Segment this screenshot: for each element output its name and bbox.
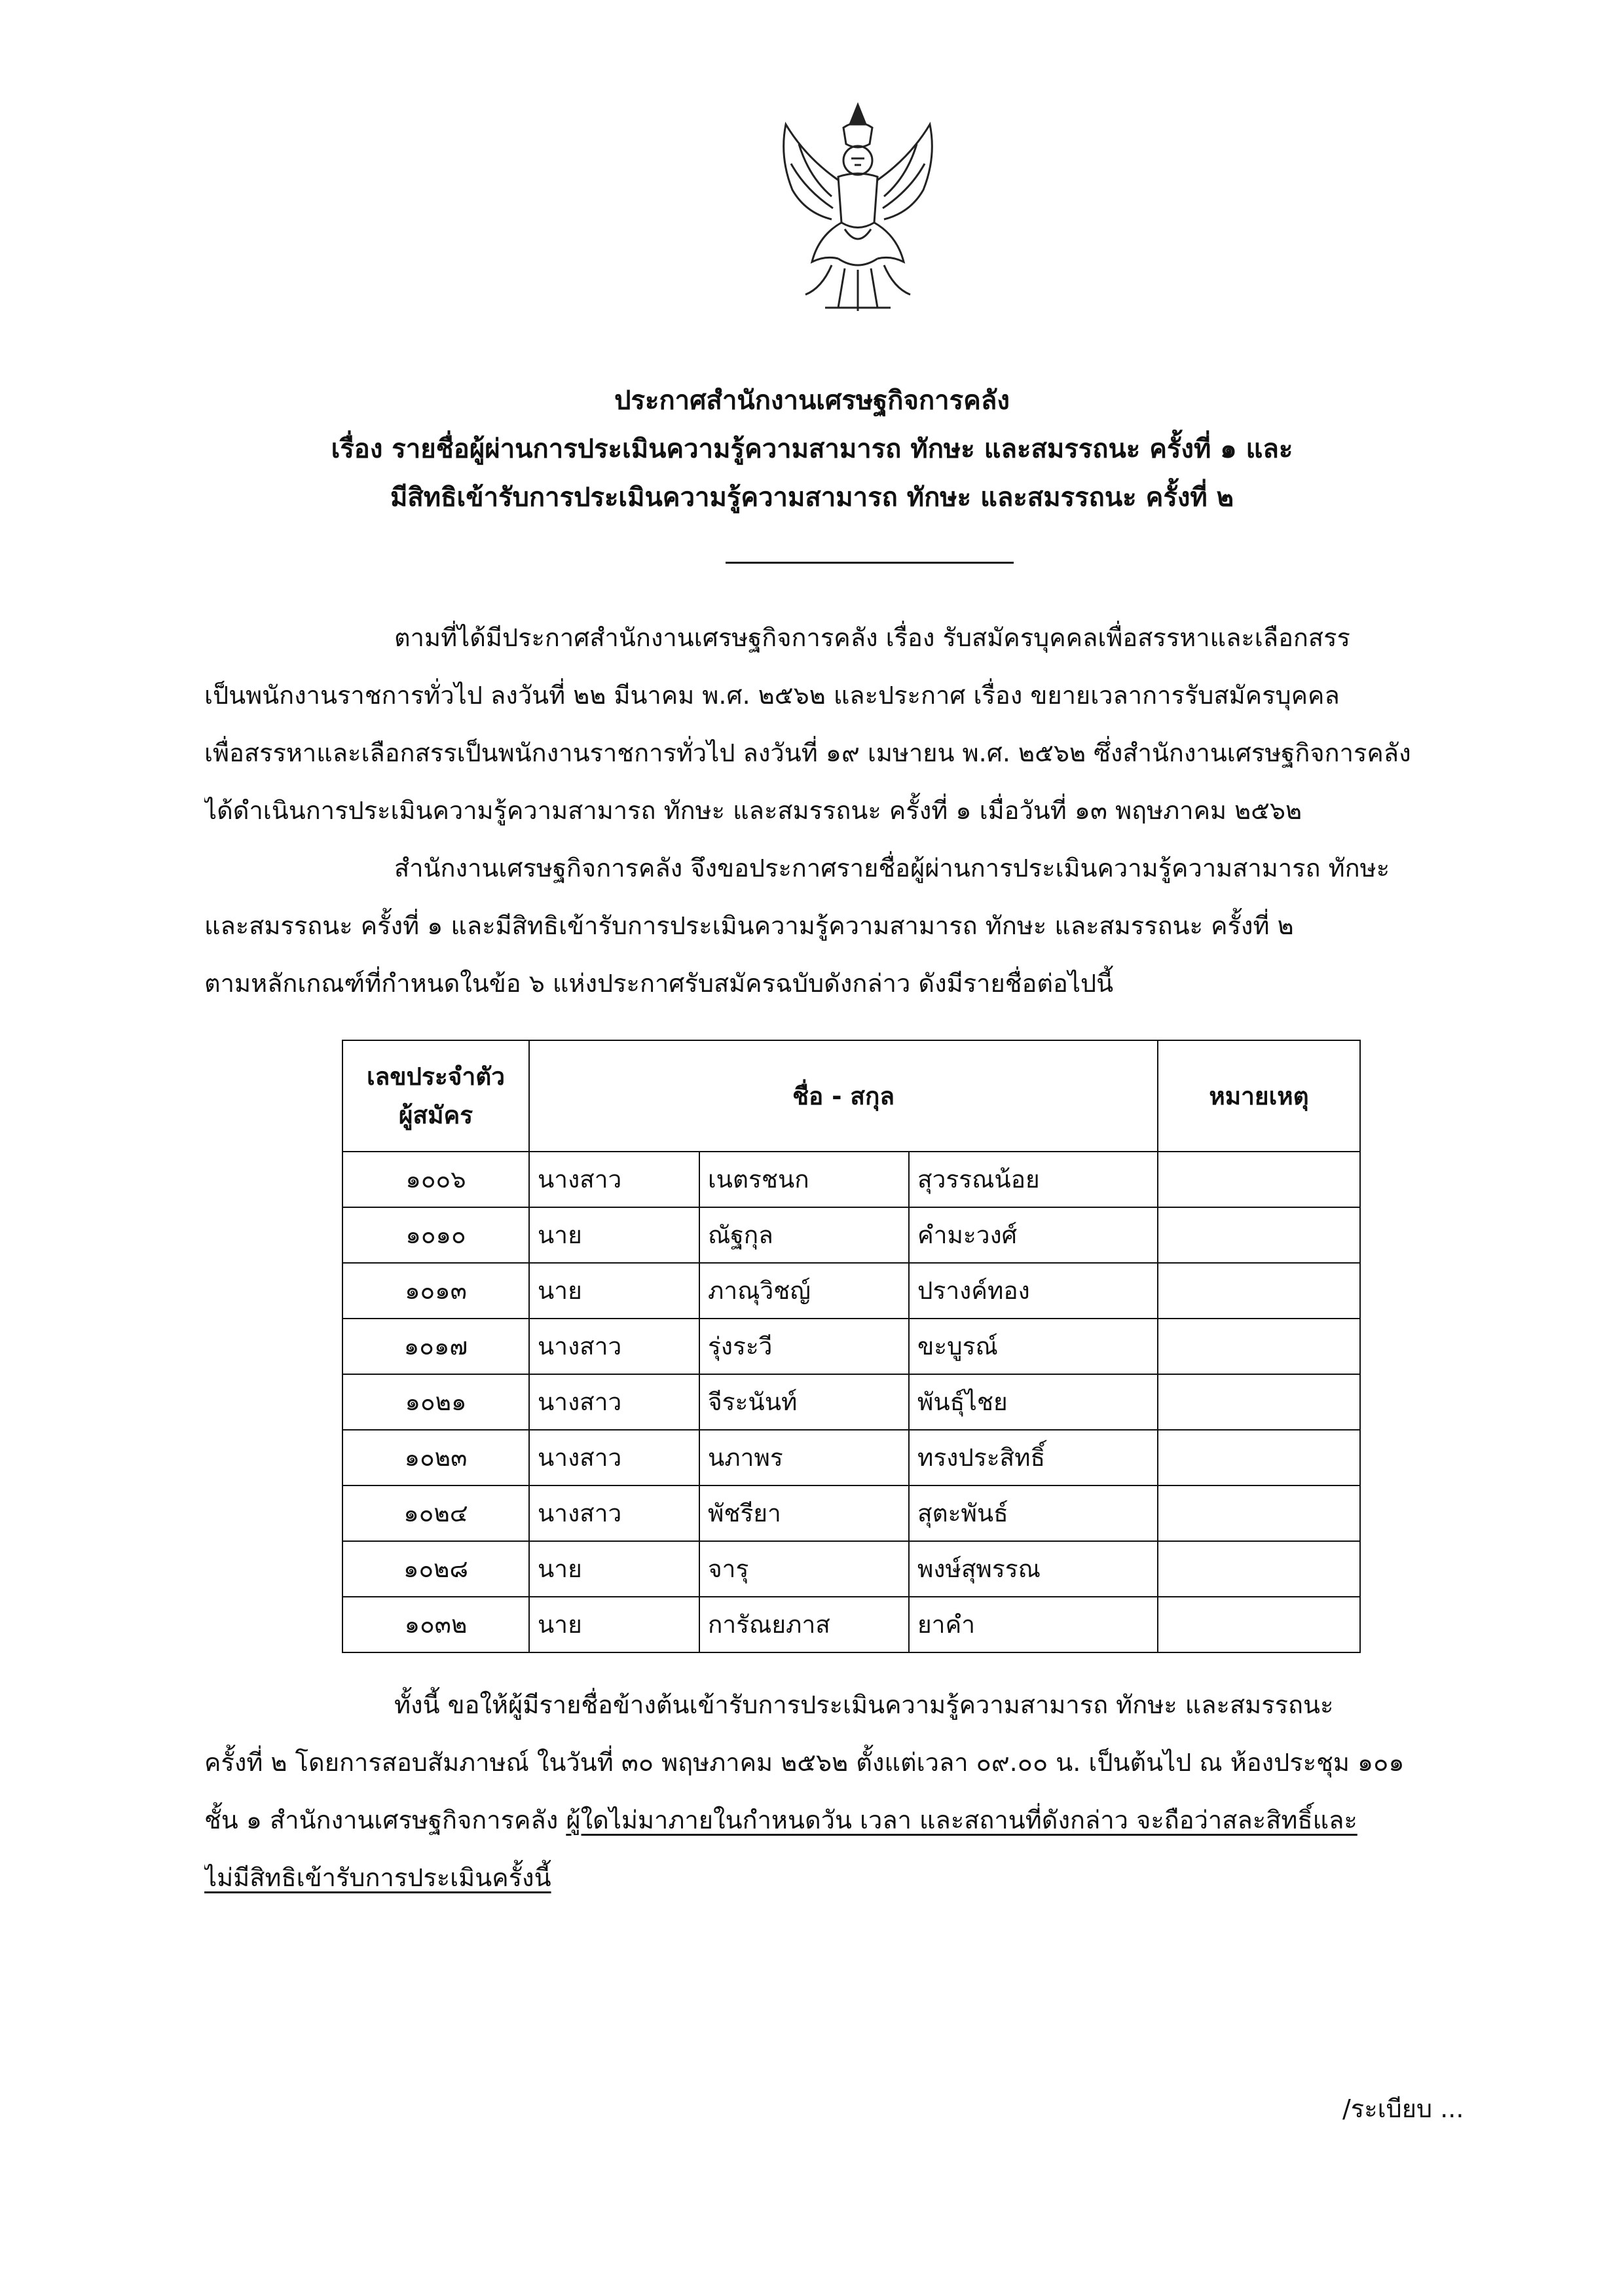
last-name: คำมะวงศ์ — [909, 1207, 1158, 1263]
applicant-id: ๑๐๒๘ — [342, 1541, 529, 1597]
paragraph-line: เพื่อสรรหาและเลือกสรรเป็นพนักงานราชการทั่วไป ลงวันที่ ๑๙ เมษายน พ.ศ. ๒๕๖๒ ซึ่งสำนักงานเศรษฐกิจการคลัง — [204, 738, 1411, 767]
announcement-title — [0, 376, 1624, 522]
first-name: เนตรชนก — [699, 1152, 909, 1207]
paragraph-1 — [204, 609, 1492, 839]
remark-cell — [1158, 1374, 1360, 1430]
paragraph-line: ตามหลักเกณฑ์ที่กำหนดในข้อ ๖ แห่งประกาศรับสมัครฉบับดังกล่าว ดังมีรายชื่อต่อไปนี้ — [204, 969, 1114, 998]
applicant-id: ๑๐๑๐ — [342, 1207, 529, 1263]
candidate-table — [342, 1040, 1361, 1653]
paragraph-3 — [204, 1676, 1492, 1906]
remark-cell — [1158, 1541, 1360, 1597]
last-name: ปรางค์ทอง — [909, 1263, 1158, 1319]
paragraph-line: ได้ดำเนินการประเมินความรู้ความสามารถ ทักษะ และสมรรถนะ ครั้งที่ ๑ เมื่อวันที่ ๑๓ พฤษภาคม ๒๕๖๒ — [204, 796, 1302, 825]
applicant-id: ๑๐๒๓ — [342, 1430, 529, 1485]
continuation-note: /ระเบียบ ... — [1342, 2094, 1464, 2123]
first-name: พัชรียา — [699, 1485, 909, 1541]
applicant-id: ๑๐๒๑ — [342, 1374, 529, 1430]
name-title: นาย — [529, 1207, 699, 1263]
remark-cell — [1158, 1485, 1360, 1541]
header-remark: หมายเหตุ — [1158, 1040, 1360, 1152]
applicant-id: ๑๐๑๗ — [342, 1319, 529, 1374]
first-name: ณัฐกุล — [699, 1207, 909, 1263]
paragraph-2 — [204, 839, 1492, 1012]
title-line: ประกาศสำนักงานเศรษฐกิจการคลัง — [614, 386, 1010, 416]
applicant-id: ๑๐๑๓ — [342, 1263, 529, 1319]
garuda-emblem — [760, 98, 956, 314]
paragraph-line — [204, 1849, 1492, 1906]
remark-cell — [1158, 1263, 1360, 1319]
table-row — [342, 1485, 1360, 1541]
table-row — [342, 1319, 1360, 1374]
paragraph-line: และสมรรถนะ ครั้งที่ ๑ และมีสิทธิเข้ารับการประเมินความรู้ความสามารถ ทักษะ และสมรรถนะ ครั้งที่ ๒ — [204, 911, 1294, 940]
underlined-warning: ผู้ใดไม่มาภายในกำหนดวัน เวลา และสถานที่ดังกล่าว จะถือว่าสละสิทธิ์และ — [566, 1806, 1357, 1834]
table-row — [342, 1541, 1360, 1597]
paragraph-line: ทั้งนี้ ขอให้ผู้มีรายชื่อข้างต้นเข้ารับการประเมินความรู้ความสามารถ ทักษะ และสมรรถนะ — [394, 1690, 1334, 1719]
table-row — [342, 1374, 1360, 1430]
name-title: นางสาว — [529, 1374, 699, 1430]
remark-cell — [1158, 1152, 1360, 1207]
header-full-name: ชื่อ - สกุล — [529, 1040, 1158, 1152]
name-title: นางสาว — [529, 1152, 699, 1207]
table-header-row — [342, 1040, 1360, 1152]
paragraph-line: ตามที่ได้มีประกาศสำนักงานเศรษฐกิจการคลัง เรื่อง รับสมัครบุคคลเพื่อสรรหาและเลือกสรร — [394, 623, 1350, 652]
table-row — [342, 1152, 1360, 1207]
table-row — [342, 1597, 1360, 1652]
last-name: ทรงประสิทธิ์ — [909, 1430, 1158, 1485]
subject-line: เรื่อง รายชื่อผู้ผ่านการประเมินความรู้ความสามารถ ทักษะ และสมรรถนะ ครั้งที่ ๑ และ — [331, 434, 1293, 464]
name-title: นาย — [529, 1597, 699, 1652]
last-name: พงษ์สุพรรณ — [909, 1541, 1158, 1597]
table-row — [342, 1207, 1360, 1263]
first-name: จีระนันท์ — [699, 1374, 909, 1430]
remark-cell — [1158, 1207, 1360, 1263]
remark-cell — [1158, 1319, 1360, 1374]
last-name: ยาคำ — [909, 1597, 1158, 1652]
applicant-id: ๑๐๓๒ — [342, 1597, 529, 1652]
last-name: พันธุ์ไชย — [909, 1374, 1158, 1430]
last-name: สุตะพันธ์ — [909, 1485, 1158, 1541]
remark-cell — [1158, 1597, 1360, 1652]
name-title: นาย — [529, 1541, 699, 1597]
paragraph-line — [204, 1791, 1492, 1849]
first-name: ภาณุวิชญ์ — [699, 1263, 909, 1319]
applicant-id: ๑๐๒๔ — [342, 1485, 529, 1541]
paragraph-line: เป็นพนักงานราชการทั่วไป ลงวันที่ ๒๒ มีนาคม พ.ศ. ๒๕๖๒ และประกาศ เรื่อง ขยายเวลาการรับสมัครบุคคล — [204, 681, 1340, 710]
last-name: สุวรรณน้อย — [909, 1152, 1158, 1207]
applicant-id: ๑๐๐๖ — [342, 1152, 529, 1207]
first-name: การัณยภาส — [699, 1597, 909, 1652]
paragraph-line: สำนักงานเศรษฐกิจการคลัง จึงขอประกาศรายชื่อผู้ผ่านการประเมินความรู้ความสามารถ ทักษะ — [394, 854, 1390, 883]
name-title: นางสาว — [529, 1485, 699, 1541]
title-divider — [726, 562, 1014, 564]
first-name: รุ่งระวี — [699, 1319, 909, 1374]
table-row — [342, 1430, 1360, 1485]
first-name: นภาพร — [699, 1430, 909, 1485]
name-title: นางสาว — [529, 1430, 699, 1485]
first-name: จารุ — [699, 1541, 909, 1597]
header-applicant-id: เลขประจำตัว ผู้สมัคร — [342, 1040, 529, 1152]
name-title: นาย — [529, 1263, 699, 1319]
remark-cell — [1158, 1430, 1360, 1485]
name-title: นางสาว — [529, 1319, 699, 1374]
paragraph-text: ชั้น ๑ สำนักงานเศรษฐกิจการคลัง — [204, 1806, 566, 1834]
table-row — [342, 1263, 1360, 1319]
last-name: ขะบูรณ์ — [909, 1319, 1158, 1374]
underlined-warning: ไม่มีสิทธิเข้ารับการประเมินครั้งนี้ — [204, 1863, 551, 1892]
subject-line: มีสิทธิเข้ารับการประเมินความรู้ความสามารถ ทักษะ และสมรรถนะ ครั้งที่ ๒ — [390, 483, 1234, 513]
paragraph-line: ครั้งที่ ๒ โดยการสอบสัมภาษณ์ ในวันที่ ๓๐ พฤษภาคม ๒๕๖๒ ตั้งแต่เวลา ๐๙.๐๐ น. เป็นต้นไป ณ ห้องประชุม ๑๐๑ — [204, 1748, 1405, 1777]
